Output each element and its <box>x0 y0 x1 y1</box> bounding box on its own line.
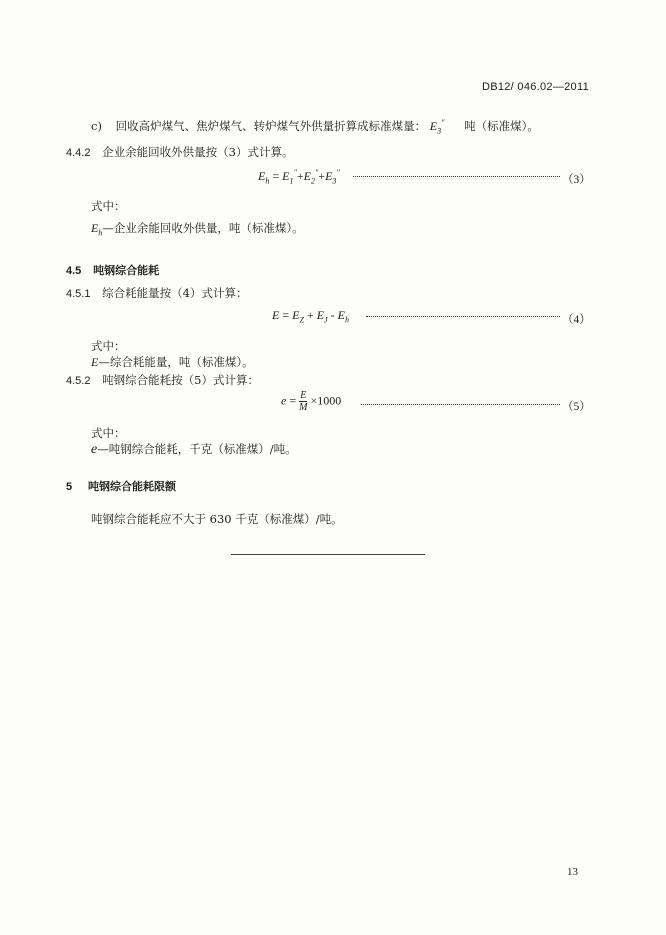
symbol-eh: $E_h$ <box>91 221 103 238</box>
equation-5: e = $\frac{E}{M}$ ×1000 <box>281 390 342 413</box>
definition-text: —企业余能回收外供量，吨（标准煤）。 <box>102 221 304 235</box>
section-heading-5 <box>66 478 176 494</box>
definition-eh <box>91 220 304 237</box>
clause-text: 综合耗能量按（4）式计算： <box>102 286 248 300</box>
clause-number: 4.4.2 <box>66 147 91 159</box>
section-heading-4-5 <box>66 262 159 278</box>
clause-4-4-2 <box>66 144 293 160</box>
document-code: DB12/ 046.02—2011 <box>481 81 589 93</box>
where-label: 式中： <box>91 426 126 440</box>
section-number: 5 <box>66 481 73 493</box>
section-number: 4.5 <box>66 265 82 277</box>
limit-statement: 吨钢综合能耗应不大于 630 千克（标准煤）/吨。 <box>91 512 343 526</box>
symbol-e-lower: e <box>91 442 98 457</box>
list-item-text: 回收高炉煤气、焦炉煤气、转炉煤气外供量折算成标准煤量： <box>115 119 427 133</box>
definition-text: —吨钢综合能耗，千克（标准煤）/吨。 <box>97 442 297 456</box>
equation-leader-dots <box>366 307 560 317</box>
equation-leader-dots <box>361 395 560 405</box>
equation-leader-dots <box>353 167 560 177</box>
definition-e <box>91 354 254 370</box>
clause-number: 4.5.2 <box>66 375 91 387</box>
clause-text: 企业余能回收外供量按（3）式计算。 <box>102 145 294 159</box>
section-title: 吨钢综合能耗 <box>93 264 160 277</box>
equation-3: $E_h = E_1''+E_2''+E_3''$ <box>258 168 340 186</box>
symbol-e3-double-prime: $E_3''$ <box>429 118 445 136</box>
equation-number: （4） <box>562 314 591 326</box>
clause-text: 吨钢综合能耗按（5）式计算： <box>102 373 259 387</box>
equation-number: （3） <box>562 174 591 186</box>
definition-e-lower <box>91 441 297 458</box>
end-rule <box>231 554 425 555</box>
clause-4-5-1 <box>66 285 247 301</box>
where-label: 式中： <box>91 199 126 213</box>
equation-number: （5） <box>562 401 591 413</box>
page-number: 13 <box>567 866 578 878</box>
equation-factor: ×1000 <box>310 393 342 408</box>
where-label: 式中： <box>91 339 126 353</box>
definition-text: —综合耗能量，吨（标准煤）。 <box>98 355 254 369</box>
clause-4-5-2 <box>66 372 259 388</box>
list-marker: c) <box>91 119 102 133</box>
list-item-c <box>91 118 539 135</box>
fraction-e-over-m: $\frac{E}{M}$ <box>299 390 308 413</box>
clause-number: 4.5.1 <box>66 288 91 300</box>
equation-4: $E = E_Z + E_J - E_h$ <box>272 308 349 325</box>
list-item-unit: 吨（标准煤）。 <box>464 119 539 133</box>
symbol-e: E <box>91 355 99 369</box>
section-title: 吨钢综合能耗限额 <box>87 480 176 493</box>
